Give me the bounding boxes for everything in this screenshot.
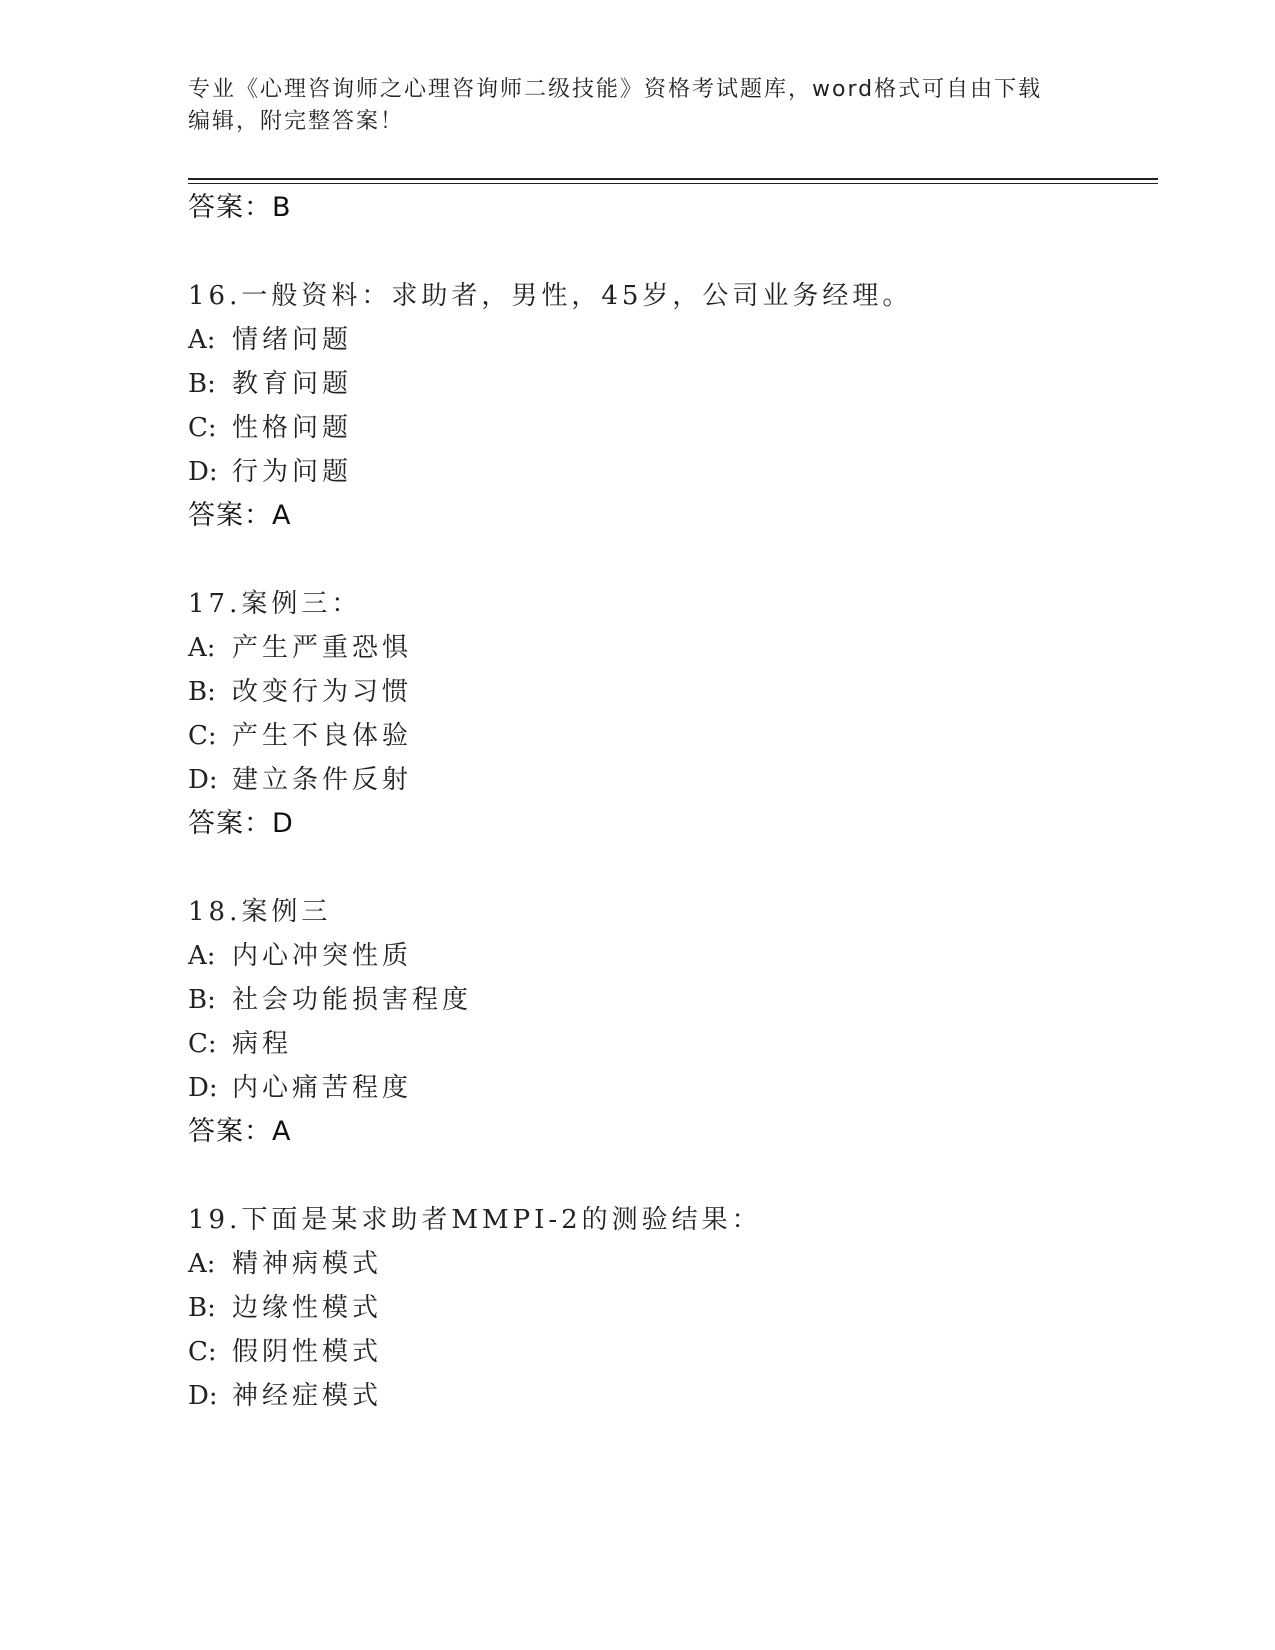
answer-line: 答案：A [188, 1116, 292, 1147]
option-d [188, 764, 412, 796]
option-d [188, 1072, 412, 1104]
option-a [188, 632, 412, 664]
option-text: 内心痛苦程度 [232, 1073, 413, 1103]
option-c [188, 412, 352, 444]
option-text: 产生不良体验 [232, 721, 413, 751]
option-c [188, 1336, 382, 1368]
option-c [188, 1028, 292, 1060]
option-b [188, 1292, 382, 1324]
header-divider [188, 178, 1158, 180]
option-text: 建立条件反射 [232, 765, 413, 795]
header-divider-thin [188, 183, 1158, 184]
option-b [188, 676, 412, 708]
option-key: C: [188, 1029, 217, 1059]
option-text: 教育问题 [232, 369, 353, 399]
option-key: C: [188, 1337, 217, 1367]
option-b [188, 368, 352, 400]
option-text: 假阴性模式 [232, 1337, 383, 1367]
option-text: 产生严重恐惧 [232, 633, 413, 663]
option-text: 边缘性模式 [232, 1293, 383, 1323]
option-text: 内心冲突性质 [232, 941, 413, 971]
option-key: B: [188, 985, 216, 1015]
option-key: A: [188, 325, 216, 355]
option-text: 行为问题 [232, 457, 353, 487]
option-b [188, 984, 472, 1016]
answer-line: 答案：A [188, 500, 292, 531]
option-d [188, 456, 352, 488]
option-a [188, 1248, 382, 1280]
option-key: D: [188, 457, 218, 487]
option-text: 神经症模式 [232, 1381, 383, 1411]
option-a [188, 940, 412, 972]
option-text: 精神病模式 [232, 1249, 383, 1279]
option-key: A: [188, 941, 216, 971]
option-key: D: [188, 1073, 218, 1103]
option-key: A: [188, 633, 216, 663]
option-text: 病程 [232, 1029, 293, 1059]
option-text: 改变行为习惯 [232, 677, 413, 707]
previous-answer: 答案：B [188, 192, 292, 223]
option-key: D: [188, 765, 218, 795]
header-line-2: 编辑，附完整答案！ [188, 109, 405, 134]
page-header [188, 74, 1088, 138]
option-a [188, 324, 352, 356]
option-text: 性格问题 [232, 413, 353, 443]
option-key: C: [188, 721, 217, 751]
option-d [188, 1380, 382, 1412]
question-stem: 19.下面是某求助者MMPI-2的测验结果： [188, 1205, 762, 1235]
option-key: A: [188, 1249, 216, 1279]
option-key: D: [188, 1381, 218, 1411]
option-key: B: [188, 1293, 216, 1323]
option-key: C: [188, 413, 217, 443]
question-stem: 18.案例三 [188, 897, 332, 927]
option-key: B: [188, 369, 216, 399]
header-line-1: 专业《心理咨询师之心理咨询师二级技能》资格考试题库，word格式可自由下载 [188, 77, 1043, 102]
answer-line: 答案：D [188, 808, 294, 839]
question-stem: 16.一般资料：求助者，男性，45岁，公司业务经理。 [188, 281, 913, 311]
option-c [188, 720, 412, 752]
question-stem: 17.案例三： [188, 589, 362, 619]
option-text: 情绪问题 [232, 325, 353, 355]
option-text: 社会功能损害程度 [232, 985, 473, 1015]
option-key: B: [188, 677, 216, 707]
